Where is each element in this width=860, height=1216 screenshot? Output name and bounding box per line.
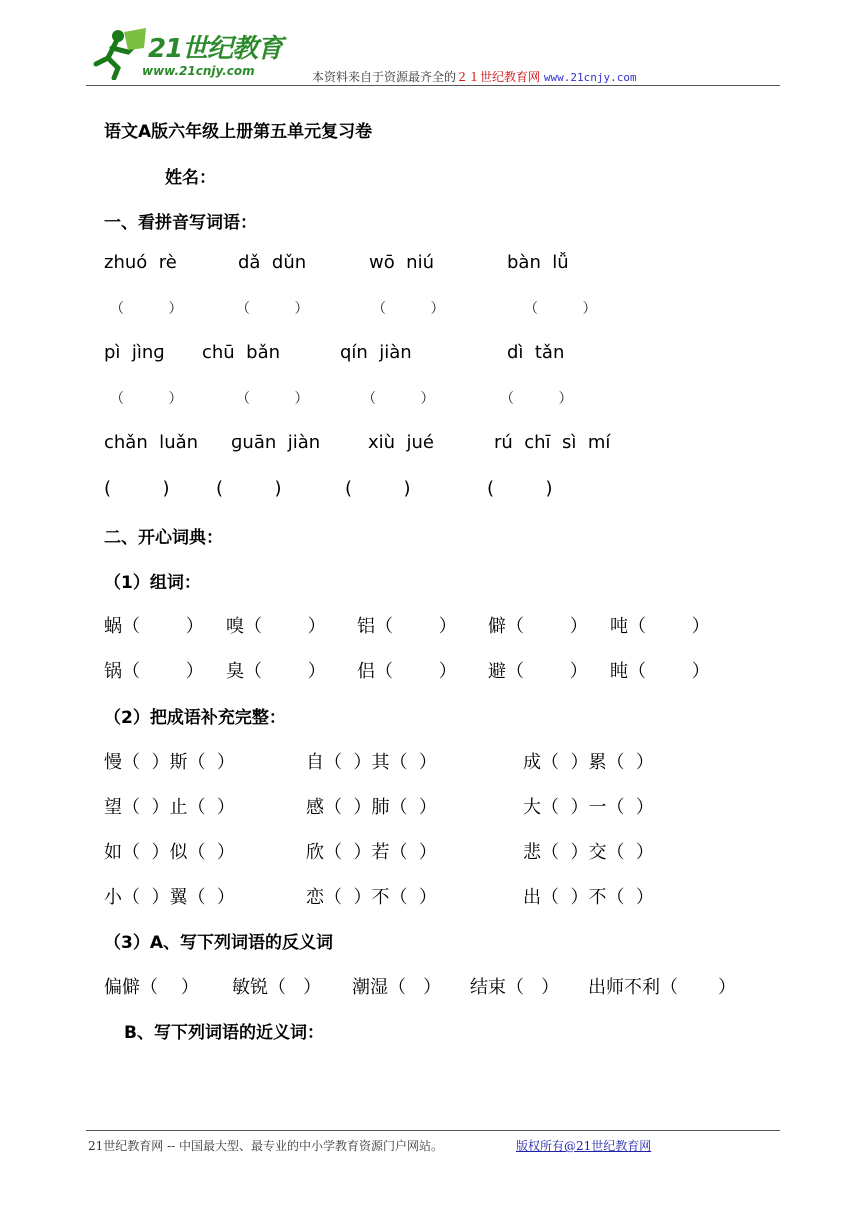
section1-heading: 一、看拼音写词语：	[104, 213, 257, 233]
header-note	[312, 68, 637, 85]
answer-blank[interactable]: ( )	[345, 478, 411, 499]
word-item: 吨（ ）	[610, 616, 710, 637]
answer-blank[interactable]: ( )	[216, 478, 282, 499]
logo-text: 21世纪教育	[148, 34, 283, 64]
header-note-prefix: 本资料来自于资源最齐全的	[312, 70, 457, 84]
word-item: 铝（ ）	[357, 616, 457, 637]
antonym-item: 敏锐（ ）	[232, 977, 322, 998]
section2-heading: 二、开心词典：	[104, 528, 223, 548]
word-item: 侣（ ）	[357, 661, 457, 682]
q3b-heading: B、写下列词语的近义词：	[124, 1023, 324, 1043]
answer-blank[interactable]: （ ）	[372, 301, 445, 317]
answer-blank[interactable]: （ ）	[500, 391, 573, 407]
pinyin-item: ɡuān jiàn	[231, 432, 321, 453]
footer-divider	[86, 1130, 780, 1131]
antonym-item: 出师不利（ ）	[588, 977, 737, 998]
pinyin-item: qín jiàn	[340, 342, 412, 363]
pinyin-item: wō niú	[369, 252, 434, 273]
document-title: 语文A版六年级上册第五单元复习卷	[104, 122, 373, 142]
header-note-url[interactable]: www.21cnjy.com	[543, 71, 637, 84]
idiom-item: 如（ ）似（ ）	[104, 842, 235, 863]
name-label: 姓名：	[165, 168, 216, 188]
idiom-item: 恋（ ）不（ ）	[306, 887, 437, 908]
q1-heading: （1）组词：	[104, 573, 201, 593]
answer-blank[interactable]: （ ）	[236, 301, 309, 317]
pinyin-item: pì jìnɡ	[104, 342, 165, 363]
logo-url: www.21cnjy.com	[142, 64, 255, 78]
answer-blank[interactable]: ( )	[104, 478, 170, 499]
q2-heading: （2）把成语补充完整：	[104, 708, 286, 728]
answer-blank[interactable]: （ ）	[236, 391, 309, 407]
q3-heading: （3）A、写下列词语的反义词	[104, 933, 333, 953]
footer-text: 21世纪教育网 -- 中国最大型、最专业的中小学教育资源门户网站。	[88, 1139, 444, 1153]
word-item: 嗅（ ）	[226, 616, 326, 637]
idiom-item: 感（ ）肺（ ）	[306, 797, 437, 818]
pinyin-item: rú chī sì mí	[494, 432, 611, 453]
antonym-item: 偏僻（ ）	[104, 977, 199, 998]
idiom-item: 成（ ）累（ ）	[523, 752, 654, 773]
answer-blank[interactable]: （ ）	[110, 301, 183, 317]
idiom-item: 欣（ ）若（ ）	[306, 842, 437, 863]
pinyin-item: dì tǎn	[507, 342, 565, 363]
idiom-item: 大（ ）一（ ）	[523, 797, 654, 818]
idiom-item: 慢（ ）斯（ ）	[104, 752, 235, 773]
idiom-item: 自（ ）其（ ）	[306, 752, 437, 773]
word-item: 盹（ ）	[610, 661, 710, 682]
pinyin-item: chǎn luǎn	[104, 432, 199, 453]
answer-blank[interactable]: ( )	[487, 478, 553, 499]
pinyin-item: xiù jué	[368, 432, 434, 453]
header-divider	[86, 85, 780, 86]
word-item: 锅（ ）	[104, 661, 204, 682]
pinyin-item: bàn lǚ	[507, 252, 569, 273]
answer-blank[interactable]: （ ）	[524, 301, 597, 317]
antonym-item: 结束（ ）	[470, 977, 560, 998]
antonym-item: 潮湿（ ）	[352, 977, 442, 998]
answer-blank[interactable]: （ ）	[110, 391, 183, 407]
runner-logo-icon	[88, 28, 148, 80]
answer-blank[interactable]: （ ）	[362, 391, 435, 407]
word-item: 臭（ ）	[226, 661, 326, 682]
pinyin-item: zhuó rè	[104, 252, 177, 273]
idiom-item: 望（ ）止（ ）	[104, 797, 235, 818]
footer-copyright-link[interactable]: 版权所有@21世纪教育网	[516, 1139, 652, 1153]
pinyin-item: dǎ dǔn	[238, 252, 307, 273]
word-item: 避（ ）	[488, 661, 588, 682]
idiom-item: 小（ ）翼（ ）	[104, 887, 235, 908]
header-note-site[interactable]: ２１世纪教育网	[456, 70, 541, 84]
pinyin-item: chū bǎn	[202, 342, 281, 363]
idiom-item: 出（ ）不（ ）	[523, 887, 654, 908]
word-item: 蜗（ ）	[104, 616, 204, 637]
word-item: 僻（ ）	[488, 616, 588, 637]
idiom-item: 悲（ ）交（ ）	[523, 842, 654, 863]
site-logo	[86, 22, 286, 84]
